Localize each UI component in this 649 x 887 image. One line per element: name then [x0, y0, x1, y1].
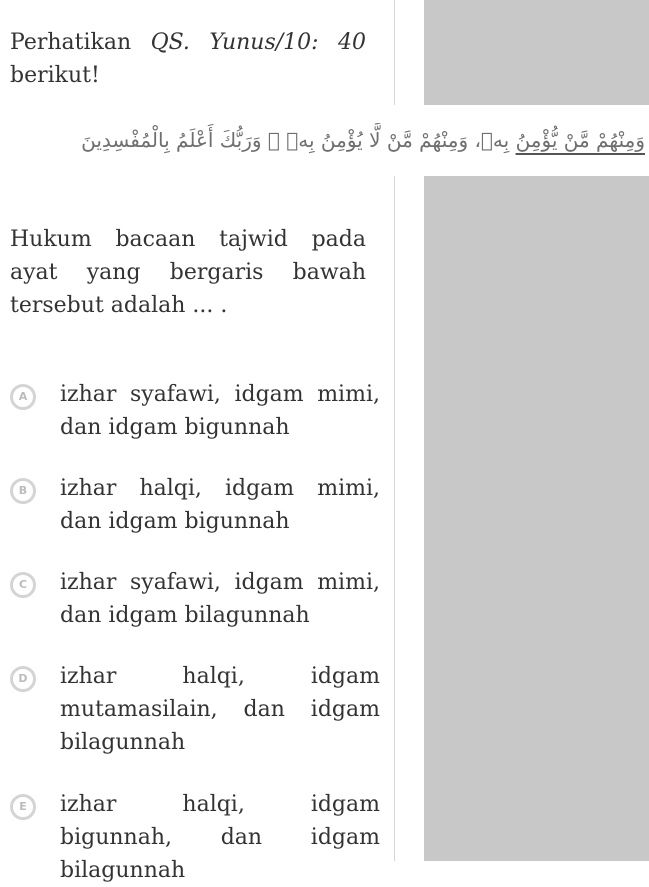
option-text[interactable]: izhar halqi, idgam mimi, dan idgam bigunnah: [60, 476, 380, 534]
arabic-verse: [8, 123, 645, 157]
option-text[interactable]: izhar syafawi, idgam mimi, dan idgam bilagunnah: [60, 570, 380, 628]
option-text[interactable]: izhar syafawi, idgam mimi, dan idgam bigunnah: [60, 382, 380, 440]
option-letter-badge[interactable]: E: [10, 794, 36, 820]
option-letter-badge[interactable]: B: [10, 478, 36, 504]
question-text: Hukum bacaan tajwid pada ayat yang bergaris bawah tersebut adalah ... .: [10, 227, 366, 318]
option-letter-badge[interactable]: A: [10, 384, 36, 410]
side-panel: [424, 0, 649, 105]
underlined-verse-part: وَمِنْهُمْ مَّنْ يُّؤْمِنُ: [515, 128, 645, 152]
option-letter-badge[interactable]: C: [10, 572, 36, 598]
side-panel: [424, 176, 649, 861]
option-text[interactable]: izhar halqi, idgam mutamasilain, dan idgam bilagunnah: [60, 664, 380, 755]
question-intro: [10, 26, 366, 92]
verse-rest: بِهٖ، وَمِنْهُمْ مَّنْ لَّا يُؤْمِنُ بِهٖ ۗ وَرَبُّكَ أَعْلَمُ بِالْمُفْسِدِينَ: [81, 128, 516, 152]
option-letter-badge[interactable]: D: [10, 666, 36, 692]
intro-suffix: berikut!: [10, 63, 100, 88]
intro-prefix: Perhatikan: [10, 30, 151, 55]
verse-image: [0, 105, 649, 176]
surah-reference: QS. Yunus/10: 40: [150, 30, 366, 55]
option-text[interactable]: izhar halqi, idgam bigunnah, dan idgam bilagunnah: [60, 792, 380, 883]
